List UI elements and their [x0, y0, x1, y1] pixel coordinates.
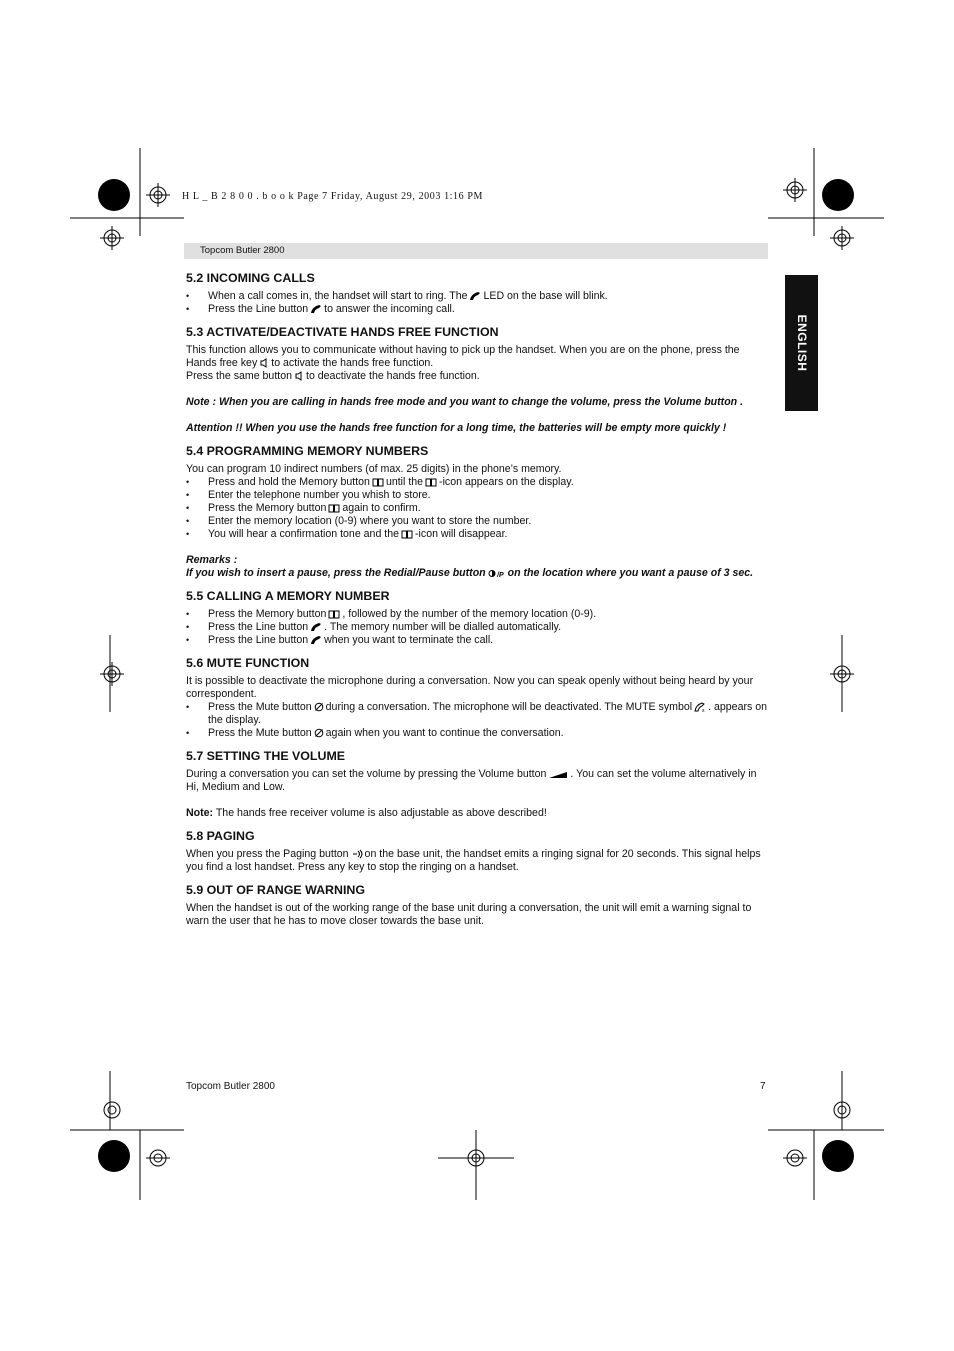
section-range-warning	[186, 883, 768, 928]
paragraph: Press the same button to deactivate the hands free function.	[186, 370, 480, 382]
header-title: Topcom Butler 2800	[200, 245, 285, 256]
section-heading: 5.8 PAGING	[186, 829, 255, 843]
list-item: • Press the Line button to answer the incoming call.	[186, 303, 768, 316]
section-hands-free	[186, 325, 768, 435]
list-item: • Press the Memory button again to confirm.	[186, 502, 768, 515]
print-info: H L _ B 2 8 0 0 . b o o k Page 7 Friday, August 29, 2003 1:16 PM	[182, 191, 483, 202]
section-programming-memory	[186, 444, 768, 580]
section-heading: 5.3 ACTIVATE/DEACTIVATE HANDS FREE FUNCTION	[186, 325, 499, 339]
section-heading: 5.7 SETTING THE VOLUME	[186, 749, 346, 763]
mute-icon	[314, 728, 324, 738]
mute-icon	[314, 702, 324, 712]
volume-note: Note: The hands free receiver volume is also adjustable as above described!	[186, 807, 547, 819]
line-phone-icon	[310, 635, 322, 645]
list-item: • Enter the memory location (0-9) where you want to store the number.	[186, 515, 768, 528]
section-heading: 5.4 PROGRAMMING MEMORY NUMBERS	[186, 444, 429, 458]
redial-pause-icon	[488, 569, 506, 578]
list-item: • Enter the telephone number you whish to store.	[186, 489, 768, 502]
paragraph: It is possible to deactivate the microphone during a conversation. Now you can speak openly without being heard by your correspondent.	[186, 675, 754, 700]
svg-text:x: x	[702, 708, 705, 712]
svg-text:/P: /P	[496, 572, 504, 578]
section-heading: 5.6 MUTE FUNCTION	[186, 656, 310, 670]
list-item: • When a call comes in, the handset will start to ring. The LED on the base will blink.	[186, 290, 768, 303]
section-mute	[186, 656, 768, 740]
volume-icon	[548, 771, 568, 779]
section-calling-memory	[186, 589, 768, 647]
section-incoming-calls	[186, 271, 768, 316]
list-item: • Press the Mute button again when you want to continue the conversation.	[186, 727, 768, 740]
memory-book-icon	[328, 504, 340, 513]
line-phone-icon	[310, 304, 322, 314]
paragraph: This function allows you to communicate without having to pick up the handset. When you are on the phone, press the Hands free key to activate the hands free function.	[186, 344, 740, 369]
memory-book-icon	[425, 478, 437, 487]
memory-book-icon	[372, 478, 384, 487]
memory-book-icon	[328, 610, 340, 619]
note-volume: Note : When you are calling in hands free mode and you want to change the volume, press the Volume button .	[186, 396, 744, 408]
section-paging	[186, 829, 768, 874]
page-content	[186, 271, 768, 937]
list-item: • Press the Mute button during a conversation. The microphone will be deactivated. The MUTE symbol x . appears on the display.	[186, 701, 768, 727]
remarks-label: Remarks :	[186, 554, 238, 566]
paragraph: You can program 10 indirect numbers (of max. 25 digits) in the phone’s memory.	[186, 463, 562, 475]
page-number: 7	[760, 1081, 766, 1092]
speaker-icon	[259, 358, 269, 368]
paragraph: When you press the Paging button on the base unit, the handset emits a ringing signal for 20 seconds. This signal helps you find a lost handset. Press any key to stop the ringing on a handset.	[186, 848, 761, 873]
memory-book-icon	[401, 530, 413, 539]
footer-title: Topcom Butler 2800	[186, 1081, 275, 1092]
language-label: ENGLISH	[794, 314, 809, 372]
language-tab	[785, 275, 818, 411]
list-item: • Press the Memory button , followed by the number of the memory location (0-9).	[186, 608, 768, 621]
paging-icon	[351, 849, 363, 859]
list-item: • You will hear a confirmation tone and the -icon will disappear.	[186, 528, 768, 541]
header-bar	[184, 243, 768, 259]
paragraph: During a conversation you can set the volume by pressing the Volume button . You can set the volume alternatively in Hi, Medium and Low.	[186, 768, 757, 793]
section-heading: 5.9 OUT OF RANGE WARNING	[186, 883, 365, 897]
section-volume	[186, 749, 768, 820]
list-item: • Press the Line button . The memory number will be dialled automatically.	[186, 621, 768, 634]
line-phone-icon	[469, 291, 481, 301]
section-heading: 5.5 CALLING A MEMORY NUMBER	[186, 589, 390, 603]
mute-symbol-icon	[694, 702, 706, 712]
remarks-text: If you wish to insert a pause, press the Redial/Pause button /P on the location where you want a pause of 3 sec.	[186, 567, 754, 579]
paragraph: When the handset is out of the working range of the base unit during a conversation, the unit will emit a warning signal to warn the user that he has to move closer towards the base unit.	[186, 902, 752, 927]
section-heading: 5.2 INCOMING CALLS	[186, 271, 315, 285]
list-item: • Press and hold the Memory button until the -icon appears on the display.	[186, 476, 768, 489]
speaker-icon	[294, 371, 304, 381]
attention-note: Attention !! When you use the hands free function for a long time, the batteries will be empty more quickly !	[186, 422, 727, 434]
list-item: • Press the Line button when you want to terminate the call.	[186, 634, 768, 647]
line-phone-icon	[310, 622, 322, 632]
